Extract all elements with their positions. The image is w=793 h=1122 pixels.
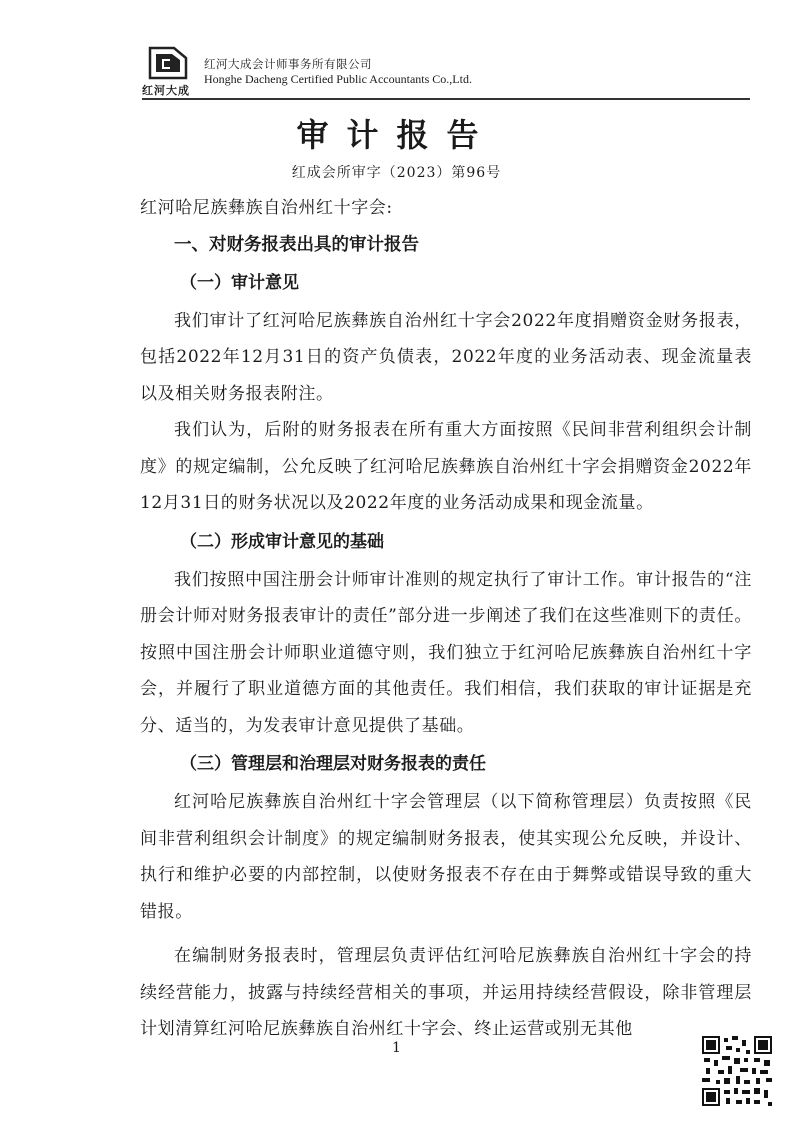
report-body — [140, 190, 752, 1048]
letterhead — [142, 42, 762, 102]
firm-name-en: Honghe Dacheng Certified Public Accountants Co.,Ltd. — [204, 72, 472, 86]
addressee: 红河哈尼族彝族自治州红十字会: — [140, 198, 393, 218]
report-title: 审计报告 — [296, 116, 497, 154]
header-divider — [142, 98, 750, 100]
firm-name-cn: 红河大成会计师事务所有限公司 — [204, 57, 372, 71]
document-number: 红成会所审字（2023）第96号 — [291, 165, 502, 181]
qr-code-icon — [700, 1034, 774, 1108]
page-number: 1 — [392, 1040, 401, 1056]
section-heading: 一、对财务报表出具的审计报告 — [174, 234, 419, 255]
firm-logo — [142, 46, 198, 98]
paragraph: 我们认为，后附的财务报表在所有重大方面按照《民间非营利组织会计制度》的规定编制，公允反映了红河哈尼族彝族自治州红十字会捐赠资金2022年12月31日的财务状况以及2022年度的业务活动成果和现金流量。 — [140, 420, 752, 513]
paragraph: 我们按照中国注册会计师审计准则的规定执行了审计工作。审计报告的“注册会计师对财务报表审计的责任”部分进一步阐述了我们在这些准则下的责任。按照中国注册会计师职业道德守则，我们独立于红河哈尼族彝族自治州红十字会，并履行了职业道德方面的其他责任。我们相信，我们获取的审计证据是充分、适当的，为发表审计意见提供了基础。 — [140, 569, 752, 736]
dacheng-logo-icon — [148, 46, 188, 80]
paragraph: 红河哈尼族彝族自治州红十字会管理层（以下简称管理层）负责按照《民间非营利组织会计制度》的规定编制财务报表，使其实现公允反映，并设计、执行和维护必要的内部控制，以使财务报表不存在由于舞弊或错误导致的重大错报。 — [140, 792, 752, 922]
paragraph: 在编制财务报表时，管理层负责评估红河哈尼族彝族自治州红十字会的持续经营能力，披露与持续经营相关的事项，并运用持续经营假设，除非管理层计划清算红河哈尼族彝族自治州红十字会、终止运营或别无其他 — [140, 946, 752, 1039]
subsection-heading-responsibility: （三）管理层和治理层对财务报表的责任 — [180, 754, 486, 774]
subsection-heading-opinion: （一）审计意见 — [180, 272, 299, 293]
paragraph: 我们审计了红河哈尼族彝族自治州红十字会2022年度捐赠资金财务报表，包括2022年12月31日的资产负债表，2022年度的业务活动表、现金流量表以及相关财务报表附注。 — [140, 310, 752, 404]
subsection-heading-basis: （二）形成审计意见的基础 — [180, 531, 384, 552]
logo-text: 红河大成 — [142, 84, 190, 97]
